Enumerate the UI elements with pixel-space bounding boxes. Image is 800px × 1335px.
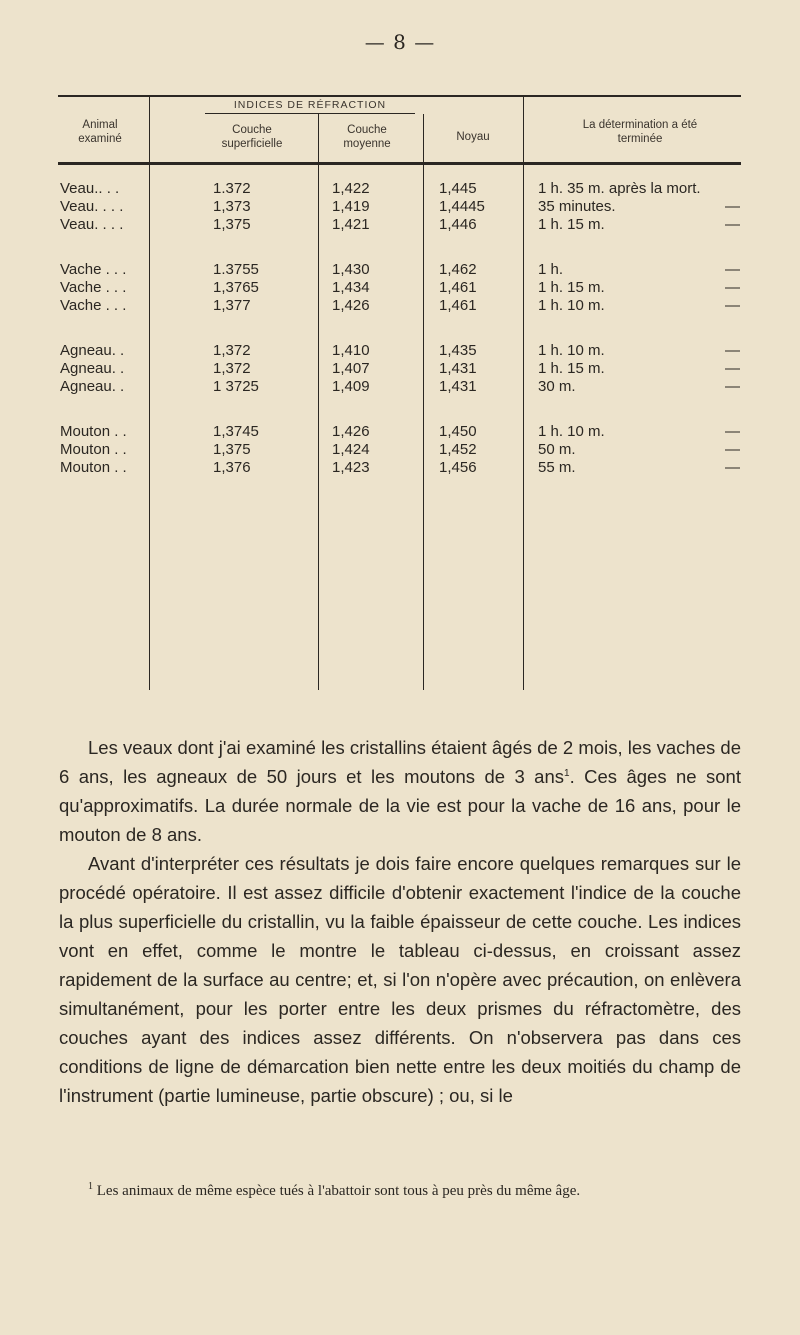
cell-animal: Agneau. . [60,378,125,395]
cell-superficielle: 1,3745 [213,423,259,440]
cell-determination: 55 m. [538,459,576,476]
cell-determination: 1 h. 35 m. après la mort. [538,180,701,197]
cell-moyenne: 1,422 [332,180,370,197]
cell-animal: Agneau. . [60,342,125,359]
cell-noyau: 1,435 [439,342,477,359]
group-underline [205,113,415,114]
cell-superficielle: 1,372 [213,360,251,377]
cell-moyenne: 1,409 [332,378,370,395]
cell-animal: Mouton . . [60,423,127,440]
cell-determination: 1 h. 10 m. [538,423,605,440]
column-divider [523,95,524,690]
cell-moyenne: 1,430 [332,261,370,278]
cell-moyenne: 1,419 [332,198,370,215]
cell-noyau: 1,431 [439,378,477,395]
cell-ditto-dash: — [725,342,740,359]
cell-superficielle: 1 3725 [213,378,259,395]
header-animal: Animal examiné [78,119,122,145]
cell-superficielle: 1.372 [213,180,251,197]
cell-animal: Vache . . . [60,261,127,278]
cell-moyenne: 1,434 [332,279,370,296]
cell-ditto-dash: — [725,216,740,233]
cell-animal: Veau.. . . [60,180,120,197]
cell-ditto-dash: — [725,459,740,476]
paragraph: Avant d'interpréter ces résultats je dois faire encore quelques remarques sur le procédé opératoire. Il est assez difficile d'obtenir exactement l'indice de la couche la plus superficielle du cristallin, vu la faible épaisseur de cette couche. Les indices vont en effet, comme le montre le tableau ci-dessus, en croissant assez rapidement de la surface au centre; et, si l'on n'opère avec précaution, on enlèvera simultanément, pour les porter entre les deux prismes du réfractomètre, des couches ayant des indices assez différents. On n'observera pas dans ces conditions de ligne de démarcation bien nette entre les deux moitiés du champ de l'instrument (partie lumineuse, partie obscure) ; ou, si le [59,853,741,1106]
cell-noyau: 1,445 [439,180,477,197]
cell-determination: 1 h. 10 m. [538,297,605,314]
footnote-marker: 1 [88,1181,93,1192]
cell-determination: 35 minutes. [538,198,616,215]
cell-moyenne: 1,426 [332,423,370,440]
cell-ditto-dash: — [725,297,740,314]
cell-noyau: 1,462 [439,261,477,278]
column-divider [423,114,424,690]
cell-noyau: 1,431 [439,360,477,377]
cell-determination: 1 h. 15 m. [538,279,605,296]
cell-superficielle: 1.3755 [213,261,259,278]
cell-ditto-dash: — [725,423,740,440]
header-noyau: Noyau [456,131,490,143]
header-moyenne: Couche moyenne [343,124,391,150]
table-top-rule [58,95,741,97]
cell-determination: 1 h. 10 m. [538,342,605,359]
cell-noyau: 1,461 [439,279,477,296]
cell-moyenne: 1,423 [332,459,370,476]
cell-animal: Mouton . . [60,441,127,458]
paragraph-text: Les veaux dont j'ai examiné les cristallins étaient âgés de 2 mois, les vaches de 6 ans, les agneaux de 50 jours et les moutons de 3 ans [59,737,741,787]
cell-animal: Vache . . . [60,279,127,296]
footnote [59,1180,741,1202]
cell-moyenne: 1,424 [332,441,370,458]
cell-superficielle: 1,375 [213,216,251,233]
cell-moyenne: 1,410 [332,342,370,359]
header-group: INDICES DE RÉFRACTION [233,99,387,111]
cell-superficielle: 1,372 [213,342,251,359]
cell-superficielle: 1,3765 [213,279,259,296]
cell-determination: 30 m. [538,378,576,395]
cell-animal: Agneau. . [60,360,125,377]
paragraph-text: . Ces âges ne sont qu'approximatifs. La durée normale de la vie est pour la vache de 16 ans, pour le mouton de 8 ans. [59,766,741,845]
cell-determination: 1 h. 15 m. [538,360,605,377]
cell-noyau: 1,450 [439,423,477,440]
body-text [59,733,741,1110]
cell-superficielle: 1,373 [213,198,251,215]
cell-noyau: 1,461 [439,297,477,314]
cell-ditto-dash: — [725,360,740,377]
cell-superficielle: 1,377 [213,297,251,314]
cell-animal: Vache . . . [60,297,127,314]
cell-ditto-dash: — [725,198,740,215]
cell-superficielle: 1,376 [213,459,251,476]
cell-moyenne: 1,407 [332,360,370,377]
cell-moyenne: 1,421 [332,216,370,233]
cell-ditto-dash: — [725,279,740,296]
cell-animal: Veau. . . . [60,198,124,215]
cell-determination: 1 h. [538,261,564,278]
cell-superficielle: 1,375 [213,441,251,458]
cell-noyau: 1,456 [439,459,477,476]
cell-animal: Mouton . . [60,459,127,476]
cell-determination: 50 m. [538,441,576,458]
cell-determination: 1 h. 15 m. [538,216,605,233]
footnote-reference: 1 [564,767,570,779]
footnote-text: Les animaux de même espèce tués à l'abattoir sont tous à peu près du même âge. [96,1183,581,1199]
column-divider [149,95,150,690]
cell-moyenne: 1,426 [332,297,370,314]
cell-noyau: 1,4445 [439,198,485,215]
header-superficielle: Couche superficielle [221,124,283,150]
cell-ditto-dash: — [725,441,740,458]
cell-ditto-dash: — [725,261,740,278]
paragraph [59,733,741,849]
cell-noyau: 1,446 [439,216,477,233]
column-divider [318,114,319,690]
cell-ditto-dash: — [725,378,740,395]
page-number: — 8 — [364,30,436,54]
cell-noyau: 1,452 [439,441,477,458]
cell-animal: Veau. . . . [60,216,124,233]
header-determination: La détermination a été terminée [582,119,698,145]
header-bottom-rule [58,162,741,165]
